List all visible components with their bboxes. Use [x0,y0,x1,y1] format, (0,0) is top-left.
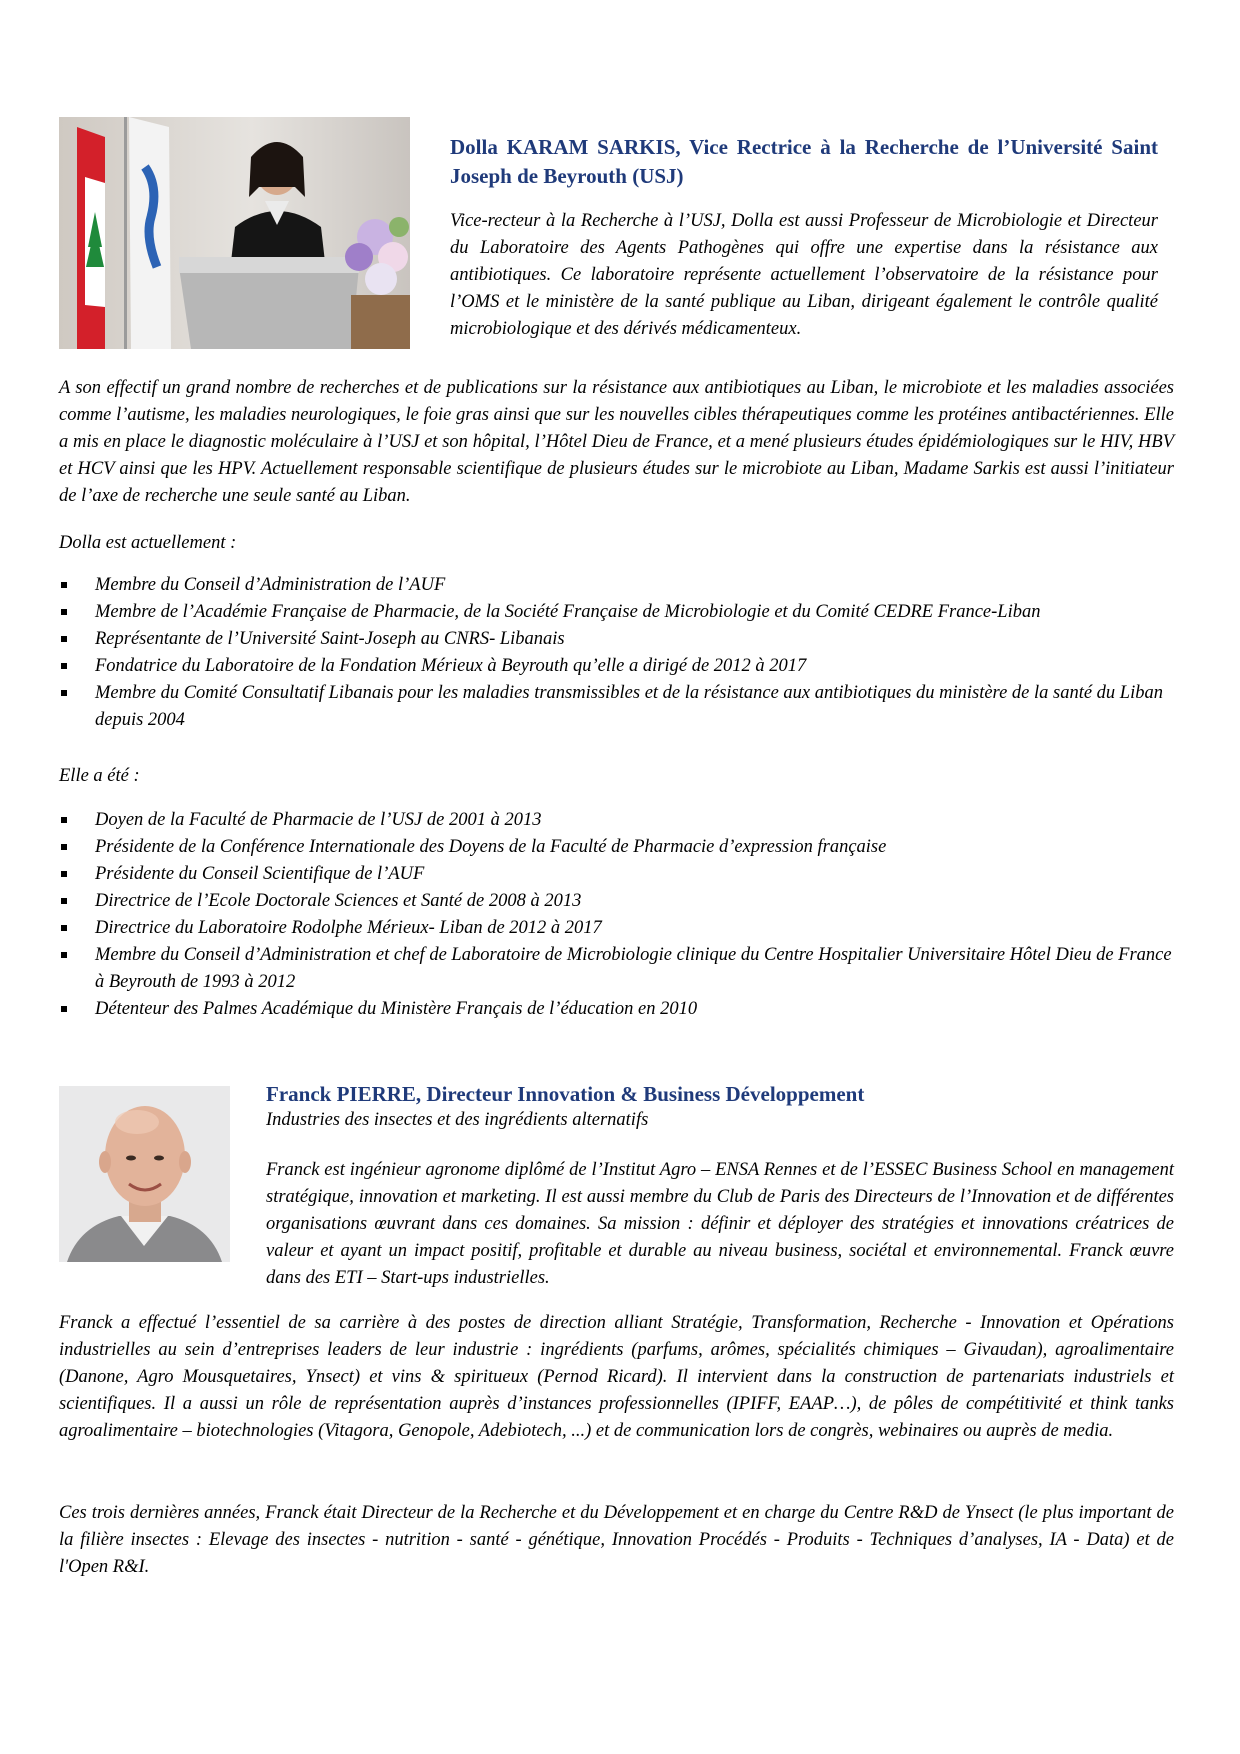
profile2-paragraph-2: Ces trois dernières années, Franck était Directeur de la Recherche et du Développement et en charge du Centre R&D de Ynsect (le plus important de la filière insectes : Elevage des insectes - nutrition - santé - génétique, Innovation Procédés - Produits - Techniques d’analyses, IA - Data) et de l'Open R&I. [59,1503,1174,1577]
current-roles-list [59,572,1174,734]
list-item: Directrice du Laboratoire Rodolphe Mérieux- Liban de 2012 à 2017 [59,915,1174,942]
profile2-paragraph-1: Franck a effectué l’essentiel de sa carrière à des postes de direction alliant Stratégie, Transformation, Recherche - Innovation et Opérations industrielles au sein d’entreprises leaders de leur industrie : ingrédients (parfums, arômes, spécialités chimiques – Givaudan), agroalimentaire (Danone, Agro Mousquetaires, Ynsect) et vins & spiritueux (Pernod Ricard). Il intervient dans la construction de partenariats industriels et scientifiques. Il a aussi un rôle de représentation auprès d’instances professionnelles (IPIFF, EAAP…), de pôles de compétitivité et think tanks agroalimentaire – biotechnologies (Vitagora, Genopole, Adebiotech, ...) et de communication lors de congrès, webinaires ou auprès de media. [59,1313,1174,1441]
list-item: Directrice de l’Ecole Doctorale Sciences et Santé de 2008 à 2013 [59,888,1174,915]
profile2-photo [59,1086,230,1262]
list-item: Détenteur des Palmes Académique du Ministère Français de l’éducation en 2010 [59,996,1174,1023]
profile2-intro: Franck est ingénieur agronome diplômé de l’Institut Agro – ENSA Rennes et de l’ESSEC Business School en management stratégique, innovation et marketing. Il est aussi membre du Club de Paris des Directeurs de l’Innovation et de différentes organisations œuvrant dans ces domaines. Sa mission : définir et déployer des stratégies et innovations créatrices de valeur et ayant un impact positif, profitable et durable au niveau business, sociétal et environnemental. Franck œuvre dans des ETI – Start-ups industrielles. [266,1160,1174,1288]
profile1-photo [59,117,410,349]
profile1-intro: Vice-recteur à la Recherche à l’USJ, Dolla est aussi Professeur de Microbiologie et Directeur du Laboratoire des Agents Pathogènes qui offre une expertise dans la résistance aux antibiotiques. Ce laboratoire représente actuellement l’observatoire de la résistance pour l’OMS et le ministère de la santé publique au Liban, dirigeant également le contrôle qualité microbiologique et des dérivés médicamenteux. [450,211,1158,339]
list-item: Membre de l’Académie Française de Pharmacie, de la Société Française de Microbiologie et du Comité CEDRE France-Liban [59,599,1174,626]
list-item: Membre du Comité Consultatif Libanais pour les maladies transmissibles et de la résistance aux antibiotiques du ministère de la santé du Liban depuis 2004 [59,680,1174,734]
list-item: Membre du Conseil d’Administration de l’AUF [59,572,1174,599]
current-roles-label: Dolla est actuellement : [59,533,237,553]
list-item: Présidente de la Conférence Internationale des Doyens de la Faculté de Pharmacie d’expression française [59,834,1174,861]
past-roles-label: Elle a été : [59,766,140,786]
profile2-title: Franck PIERRE, Directeur Innovation & Business Développement [266,1082,865,1106]
profile2-subtitle: Industries des insectes et des ingrédients alternatifs [266,1110,649,1130]
list-item: Membre du Conseil d’Administration et chef de Laboratoire de Microbiologie clinique du Centre Hospitalier Universitaire Hôtel Dieu de France à Beyrouth de 1993 à 2012 [59,942,1174,996]
list-item: Doyen de la Faculté de Pharmacie de l’USJ de 2001 à 2013 [59,807,1174,834]
portrait-woman-at-podium-icon [59,117,410,349]
portrait-bald-man-icon [59,1086,230,1262]
list-item: Fondatrice du Laboratoire de la Fondation Mérieux à Beyrouth qu’elle a dirigé de 2012 à 2017 [59,653,1174,680]
list-item: Présidente du Conseil Scientifique de l’AUF [59,861,1174,888]
profile1-paragraph: A son effectif un grand nombre de recherches et de publications sur la résistance aux antibiotiques au Liban, le microbiote et les maladies associées comme l’autisme, les maladies neurologiques, le foie gras ainsi que sur les nouvelles cibles thérapeutiques comme les protéines antibactériennes. Elle a mis en place le diagnostic moléculaire à l’USJ et son hôpital, l’Hôtel Dieu de France, et a mené plusieurs études épidémiologiques sur le HIV, HBV et HCV ainsi que les HPV. Actuellement responsable scientifique de plusieurs études sur le microbiote au Liban, Madame Sarkis est aussi l’initiateur de l’axe de recherche une seule santé au Liban. [59,378,1174,506]
past-roles-list [59,807,1174,1023]
list-item: Représentante de l’Université Saint-Joseph au CNRS- Libanais [59,626,1174,653]
profile1-title: Dolla KARAM SARKIS, Vice Rectrice à la Recherche de l’Université Saint Joseph de Beyrouth (USJ) [450,135,1158,188]
